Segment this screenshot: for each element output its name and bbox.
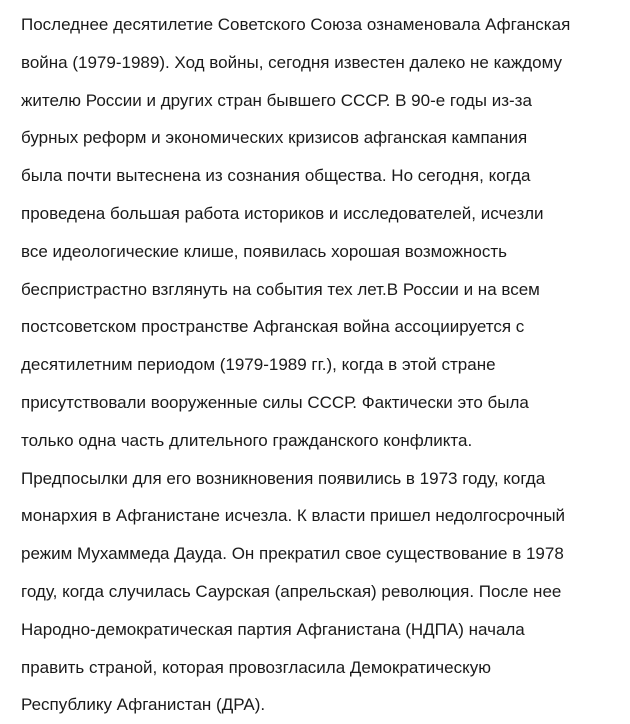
text-line: присутствовали вооруженные силы СССР. Фактически это была bbox=[21, 392, 529, 412]
text-line: Народно-демократическая партия Афганистана (НДПА) начала bbox=[21, 619, 525, 639]
text-line: проведена большая работа историков и исследователей, исчезли bbox=[21, 203, 544, 223]
text-line: бурных реформ и экономических кризисов афганская кампания bbox=[21, 128, 528, 148]
document-body bbox=[21, 6, 621, 724]
text-line: Республику Афганистан (ДРА). bbox=[21, 695, 266, 715]
text-line: постсоветском пространстве Афганская война ассоциируется с bbox=[21, 317, 525, 337]
text-line: была почти вытеснена из сознания общества. Но сегодня, когда bbox=[21, 166, 531, 186]
text-line: монархия в Афганистане исчезла. К власти пришел недолгосрочный bbox=[21, 506, 566, 526]
text-line: война (1979-1989). Ход войны, сегодня известен далеко не каждому bbox=[21, 52, 562, 72]
text-line: править страной, которая провозгласила Демократическую bbox=[21, 657, 491, 677]
text-line: десятилетним периодом (1979-1989 гг.), когда в этой стране bbox=[21, 355, 496, 375]
text-line: беспристрастно взглянуть на события тех лет.В России и на всем bbox=[21, 279, 540, 299]
text-line: только одна часть длительного гражданского конфликта. bbox=[21, 430, 473, 450]
text-line: Последнее десятилетие Советского Союза ознаменовала Афганская bbox=[21, 15, 571, 34]
text-line: режим Мухаммеда Дауда. Он прекратил свое существование в 1978 bbox=[21, 544, 564, 564]
text-line: все идеологические клише, появилась хорошая возможность bbox=[21, 241, 507, 261]
text-line: году, когда случилась Саурская (апрельская) революция. После нее bbox=[21, 581, 562, 601]
text-line: жителю России и других стран бывшего СССР. В 90-е годы из-за bbox=[21, 90, 532, 110]
text-line: Предпосылки для его возникновения появились в 1973 году, когда bbox=[21, 468, 546, 488]
